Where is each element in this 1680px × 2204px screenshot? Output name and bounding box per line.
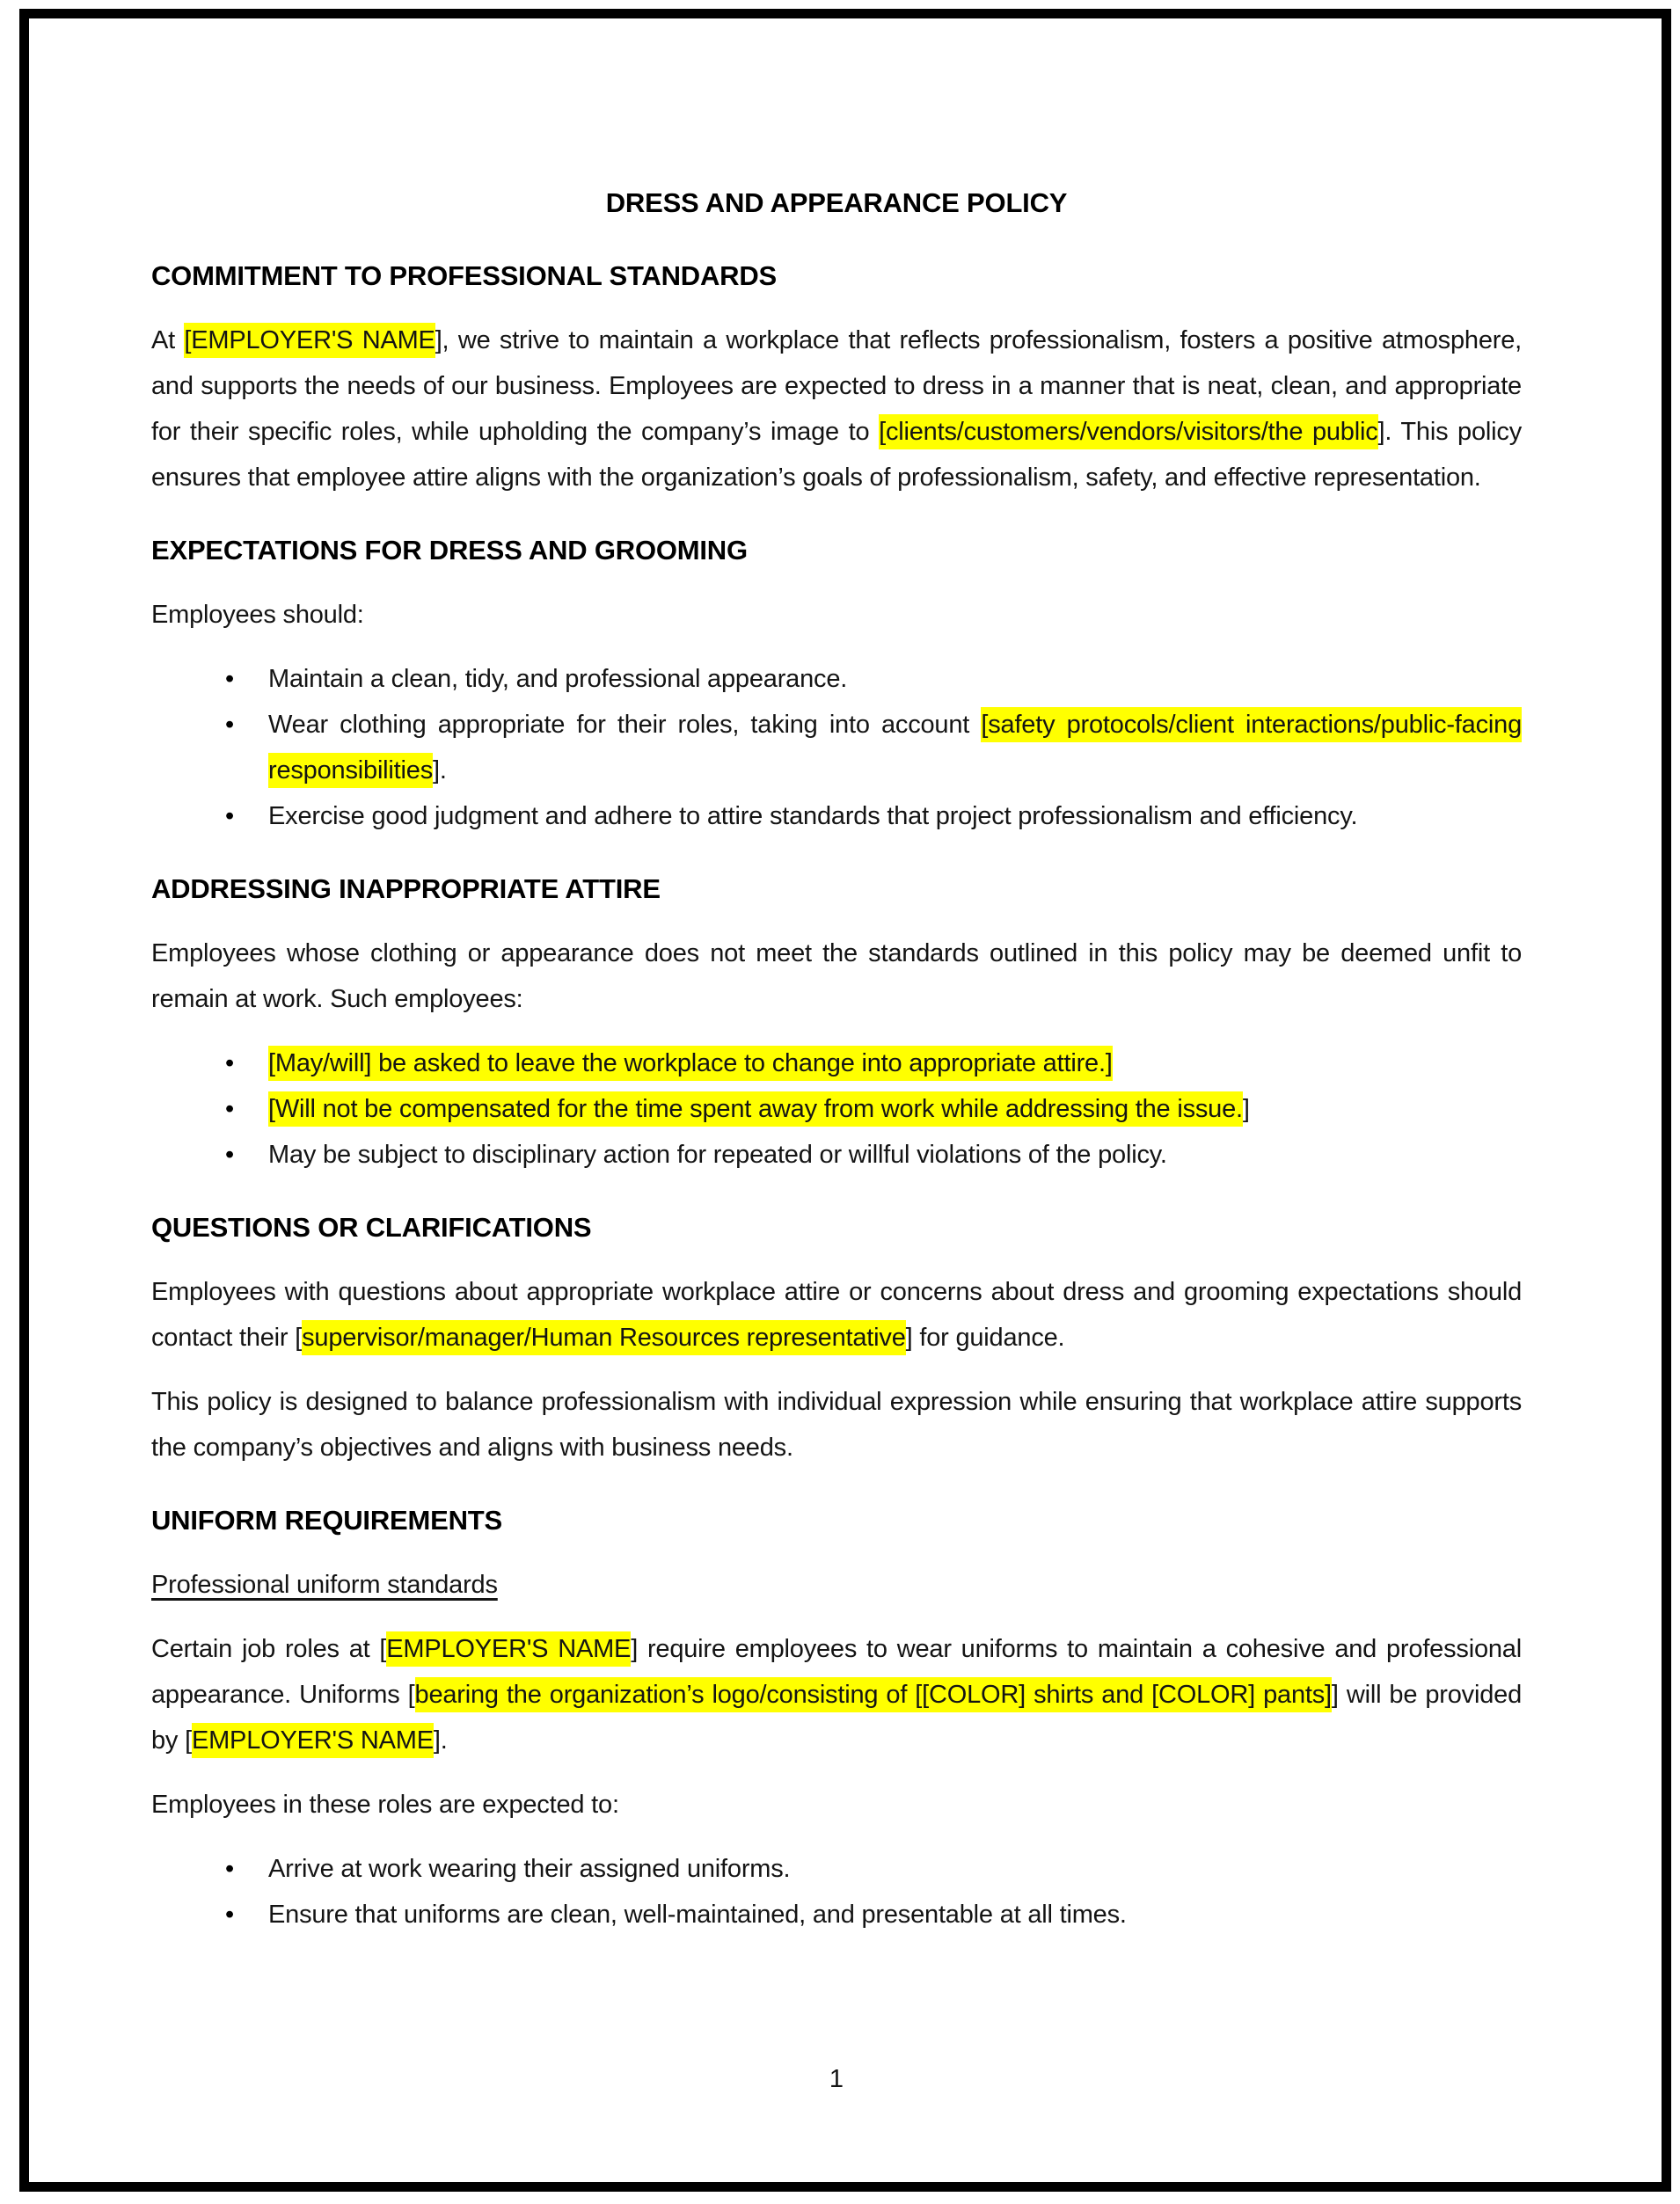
heading-commitment: COMMITMENT TO PROFESSIONAL STANDARDS [151,260,777,291]
list-item: • Exercise good judgment and adhere to attire standards that project professionalism and efficiency. [151,793,1522,839]
heading-questions: QUESTIONS OR CLARIFICATIONS [151,1212,592,1243]
paragraph-uniform-provision: Certain job roles at [EMPLOYER'S NAME] require employees to wear uniforms to maintain a cohesive and professional appearance. Uniforms [bearing the organization’s logo/consisting of [[COLOR] shirts and [COLOR] pants]] will be provided by [EMPLOYER'S NAME]. [151,1626,1522,1763]
page-number: 1 [829,2065,844,2093]
bullet-list-expectations [151,656,1522,839]
list-item: • Wear clothing appropriate for their roles, taking into account [safety protocols/client interactions/public-facing responsibilities]. [151,702,1522,793]
list-intro-expectations: Employees should: [151,601,364,629]
list-item: • Maintain a clean, tidy, and professional appearance. [151,656,1522,702]
list-item: • Ensure that uniforms are clean, well-maintained, and presentable at all times. [151,1892,1522,1938]
heading-expectations: EXPECTATIONS FOR DRESS AND GROOMING [151,535,748,566]
heading-inappropriate-attire: ADDRESSING INAPPROPRIATE ATTIRE [151,873,661,904]
paragraph-policy-balance: This policy is designed to balance professionalism with individual expression while ensuring that workplace attire supports the company’s objectives and aligns with business needs. [151,1388,1522,1462]
heading-uniform-requirements: UNIFORM REQUIREMENTS [151,1505,503,1536]
list-item: • Arrive at work wearing their assigned uniforms. [151,1846,1522,1892]
paragraph-questions-contact: Employees with questions about appropriate workplace attire or concerns about dress and grooming expectations should contact their [supervisor/manager/Human Resources representative] for guidance. [151,1269,1522,1361]
list-item: • May be subject to disciplinary action for repeated or willful violations of the policy. [151,1132,1522,1178]
list-item: • [May/will] be asked to leave the workplace to change into appropriate attire.] [151,1040,1522,1086]
list-item: • [Will not be compensated for the time spent away from work while addressing the issue.] [151,1086,1522,1132]
paragraph-commitment: At [EMPLOYER'S NAME], we strive to maintain a workplace that reflects professionalism, fosters a positive atmosphere, and supports the needs of our business. Employees are expected to dress in a manner that is neat, clean, and appropriate for their specific roles, while upholding the company’s image to [clients/customers/vendors/visitors/the public]. This policy ensures that employee attire aligns with the organization’s goals of professionalism, safety, and effective representation. [151,317,1522,500]
document-body [151,180,1522,1956]
bullet-list-inappropriate-attire [151,1040,1522,1178]
bullet-list-uniform-roles [151,1846,1522,1938]
list-intro-uniform-roles: Employees in these roles are expected to: [151,1791,619,1819]
paragraph-inappropriate-attire: Employees whose clothing or appearance does not meet the standards outlined in this policy may be deemed unfit to remain at work. Such employees: [151,939,1522,1013]
document-title: DRESS AND APPEARANCE POLICY [605,187,1068,218]
subheading-uniform-standards: Professional uniform standards [151,1571,498,1599]
